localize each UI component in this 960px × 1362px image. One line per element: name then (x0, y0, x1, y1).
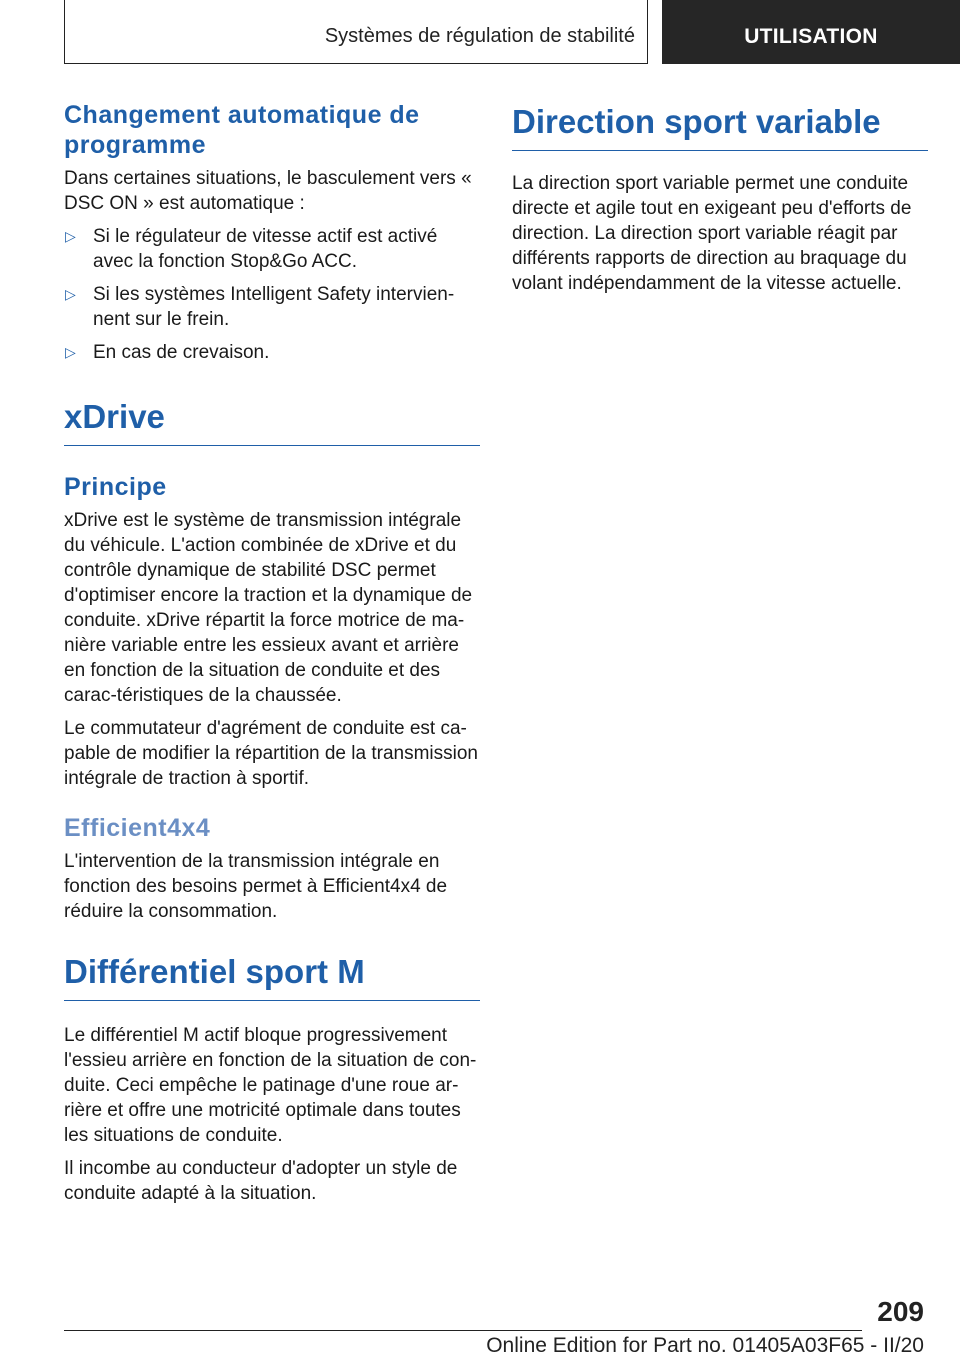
list-item: ▷ Si le régulateur de vitesse actif est activé avec la fonction Stop&Go ACC. (65, 226, 438, 272)
auto-change-heading: Changement automatique de programme (64, 101, 420, 159)
header-chapter-tab (662, 0, 960, 64)
left-column (64, 100, 480, 1214)
efficient-paragraph: L'intervention de la transmission intégrale en fonction des besoins permet à Efficient4x4 de réduire la consommation. (64, 851, 448, 922)
diff-heading: Différentiel sport M (64, 950, 480, 1001)
principle-paragraph-2: Le commutateur d'agrément de conduite est ca-pable de modifier la répartition de la transmission intégrale de traction à sportif. (64, 718, 478, 789)
principle-heading: Principe (64, 473, 167, 501)
triangle-bullet-icon: ▷ (65, 228, 76, 244)
footer-divider (64, 1330, 862, 1331)
triangle-bullet-icon: ▷ (65, 344, 76, 360)
chapter-title-text: UTILISATION (744, 25, 878, 48)
auto-change-list (64, 224, 480, 365)
auto-change-intro: Dans certaines situations, le basculement vers « DSC ON » est automatique : (64, 168, 472, 214)
diff-paragraph-2: Il incombe au conducteur d'adopter un style de conduite adapté à la situation. (64, 1158, 458, 1204)
header-section-title (64, 0, 648, 64)
diff-paragraph-1: Le différentiel M actif bloque progressivement l'essieu arrière en fonction de la situation de con-duite. Ceci empêche le patinage d'une roue ar-rière et offre une motricité optimale dans toutes les situations de conduite. (64, 1025, 477, 1146)
section-title-text: Systèmes de régulation de stabilité (324, 25, 635, 47)
footer-edition: Online Edition for Part no. 01405A03F65 - II/20 (486, 1334, 924, 1357)
list-item: ▷ Si les systèmes Intelligent Safety intervien-nent sur le frein. (65, 284, 455, 330)
principle-paragraph-1: xDrive est le système de transmission intégrale du véhicule. L'action combinée de xDrive et du contrôle dynamique de stabilité DSC permet d'optimiser encore la traction et la dynamique de conduite. xDrive répartit la force motrice de ma-nière variable entre les essieux avant et arrière en fonction de la situation de conduite et des carac-téristiques de la chaussée. (64, 510, 473, 706)
xdrive-heading: xDrive (64, 395, 480, 446)
right-column (512, 100, 928, 304)
steering-heading: Direction sport variable (512, 100, 928, 151)
efficient-heading: Efficient4x4 (64, 814, 211, 842)
triangle-bullet-icon: ▷ (65, 286, 76, 302)
list-item: ▷ En cas de crevaison. (65, 342, 270, 363)
steering-paragraph: La direction sport variable permet une conduite directe et agile tout en exigeant peu d'efforts de direction. La direction sport variable réagit par différents rapports de direction au braquage du volant indépendamment de la vitesse actuelle. (512, 173, 912, 294)
page-number: 209 (877, 1296, 924, 1327)
